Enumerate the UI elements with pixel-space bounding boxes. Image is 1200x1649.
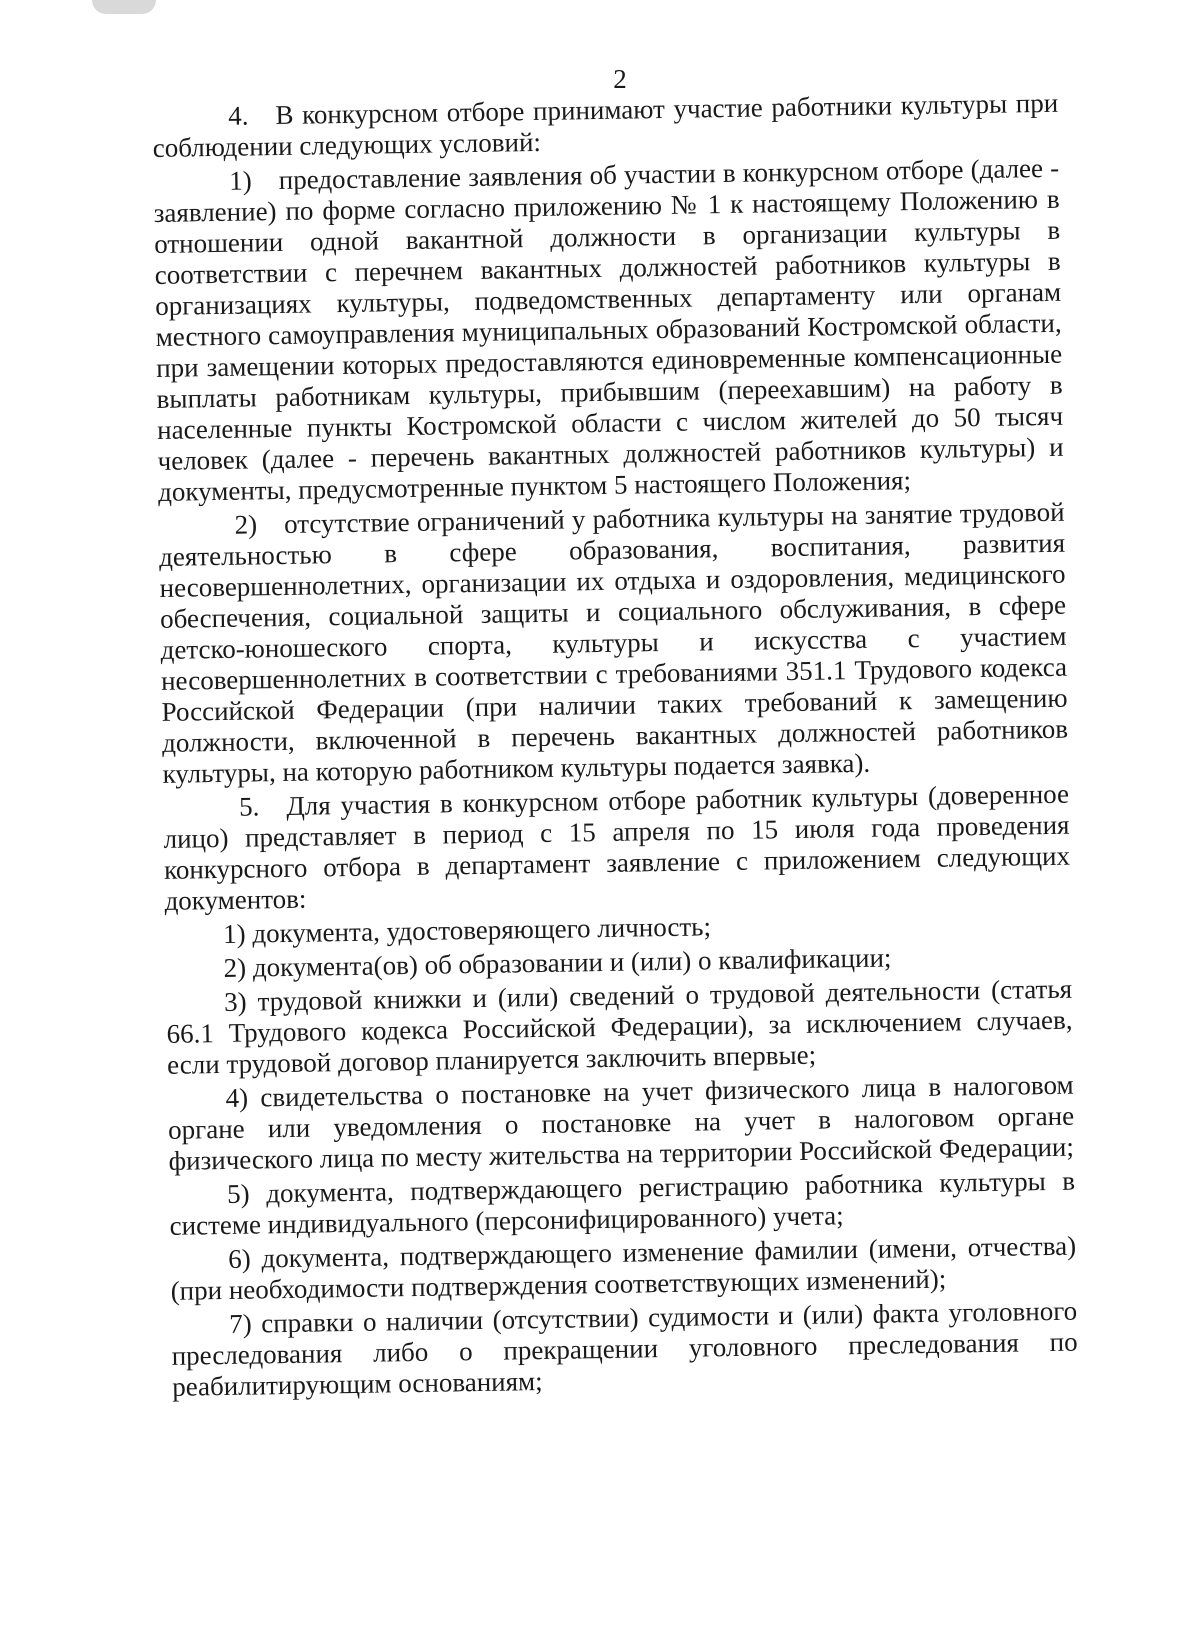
clause-5-item-6: 6) документа, подтверждающего изменение фамилии (имени, отчества) (при необходимости подтверждения соответствующих изменений); — [170, 1230, 1077, 1306]
clause-5-item-7: 7) справки о наличии (отсутствии) судимости и (или) факта уголовного преследования либо о прекращении уголовного преследования по реабилитирующим основаниям; — [171, 1295, 1078, 1402]
clause-5: 5. Для участия в конкурсном отборе работник культуры (доверенное лицо) представляет в период с 15 апреля по 15 июля года проведения конкурсного отбора в департамент заявление с приложением следующих документов: — [163, 778, 1071, 916]
clause-5-item-2: 2) документа(ов) об образовании и (или) о квалификации; — [223, 942, 892, 983]
clause-5-item-5: 5) документа, подтверждающего регистрацию работника культуры в системе индивидуального (персонифицированного) учета; — [169, 1165, 1076, 1241]
clause-5-item-3: 3) трудовой книжки и (или) сведений о трудовой деятельности (статья 66.1 Трудового кодекса Российской Федерации), за исключением случаев, если трудовой договор планируется заключить впервые; — [166, 973, 1073, 1080]
clause-5-item-1: 1) документа, удостоверяющего личность; — [222, 911, 712, 949]
clause-4: 4. В конкурсном отборе принимают участие работники культуры при соблюдении следующих условий: — [152, 87, 1059, 163]
scan-artifact — [92, 0, 156, 14]
page-number: 2 — [613, 64, 627, 94]
clause-4-item-2: 2) отсутствие ограничений у работника культуры на занятие трудовой деятельностью в сфере образования, воспитания, развития несовершеннолетних, организации их отдыха и оздоровления, медицинского обеспечения, социальной защиты и социального обслуживания, в сфере детско-юношеского спорта, культуры и искусства с участием несовершеннолетних в соответствии с требованиями 351.1 Трудового кодекса Российской Федерации (при наличии таких требований к замещению должности, включенной в перечень вакантных должностей работников культуры, на которую работником культуры подается заявка). — [158, 496, 1069, 789]
document-body — [152, 88, 1078, 1403]
clause-5-item-4: 4) свидетельства о постановке на учет физического лица в налоговом органе или уведомления о постановке на учет в налоговом органе физического лица по месту жительства на территории Российской Федерации; — [167, 1069, 1075, 1176]
clause-4-item-1: 1) предоставление заявления об участии в конкурсном отборе (далее - заявление) по форме согласно приложению № 1 к настоящему Положению в отношении одной вакантной должности в организации культуры в соответствии с перечнем вакантных должностей работников культуры в организациях культуры, подведомственных департаменту или органам местного самоуправления муниципальных образований Костромской области, при замещении которых предоставляются единовременные компенсационные выплаты работникам культуры, прибывшим (переехавшим) на работу в населенные пункты Костромской области с числом жителей до 50 тысяч человек (далее - перечень вакантных должностей работников культуры) и документы, предусмотренные пунктом 5 настоящего Положения; — [153, 152, 1064, 507]
